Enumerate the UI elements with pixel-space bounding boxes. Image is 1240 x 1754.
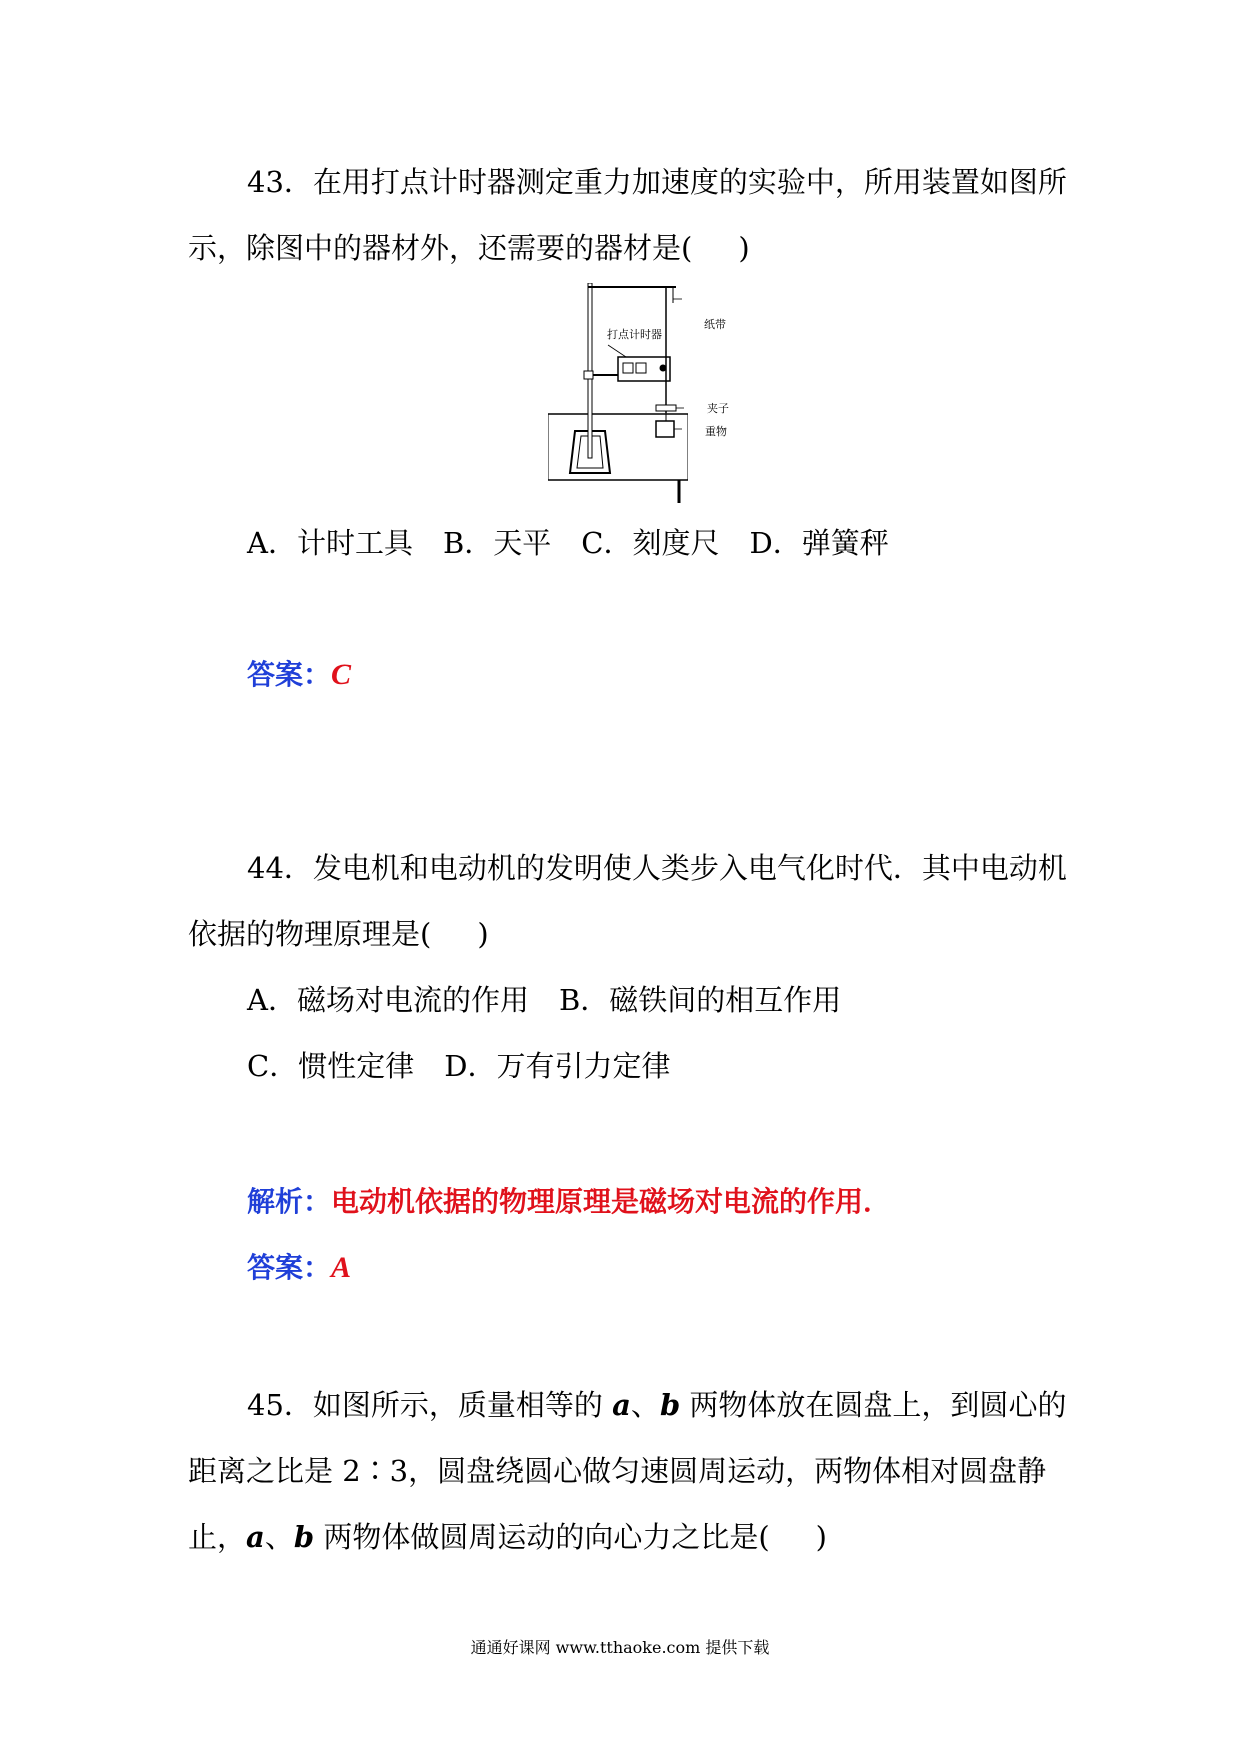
q44-line-2: [188, 914, 489, 954]
q43-line-2: [188, 228, 750, 268]
q43-option-b: B．天平: [442, 526, 552, 560]
clamp-block: [584, 371, 593, 379]
q44-options-row-2: [247, 1046, 670, 1086]
q45-line-1: [247, 1385, 1066, 1425]
var-b: b: [659, 1388, 681, 1422]
answer-value: C: [331, 658, 352, 691]
solution-text: 电动机依据的物理原理是磁场对电流的作用．: [331, 1185, 892, 1218]
separator: 、: [264, 1520, 294, 1554]
page-footer: 通通好课网 www.tthaoke.com 提供下载: [470, 1638, 770, 1657]
separator: 、: [630, 1388, 660, 1422]
q44-options-row-1: [247, 980, 841, 1020]
q43-line-2-close: ): [738, 231, 750, 265]
q44-solution: [247, 1182, 891, 1222]
q43-answer: [247, 655, 351, 695]
label-clip: 夹子: [707, 402, 729, 415]
q43-options: [247, 523, 919, 563]
answer-label: 答案：: [247, 658, 332, 691]
q45-line-3-text-a: 止，: [188, 1520, 247, 1554]
q45-line-3-close: ): [815, 1520, 827, 1554]
q45-line-1-text-a: 45．如图所示，质量相等的: [247, 1388, 613, 1422]
q44-line-2-close: ): [477, 917, 489, 951]
q44-option-c: C．惯性定律: [247, 1049, 415, 1083]
q45-line-1-text-b: 两物体放在圆盘上，到圆心的: [680, 1388, 1067, 1422]
weight: [656, 421, 674, 437]
var-a: a: [612, 1388, 631, 1422]
label-timer: 打点计时器: [607, 328, 662, 341]
clip: [656, 405, 676, 411]
q44-line-1: 44．发电机和电动机的发明使人类步入电气化时代．其中电动机: [247, 851, 1067, 885]
q43-option-a: A．计时工具: [247, 526, 413, 560]
solution-label: 解析：: [247, 1185, 332, 1218]
q45-line-3: [188, 1517, 827, 1557]
q43-line-1: 43．在用打点计时器测定重力加速度的实验中，所用装置如图所: [247, 165, 1067, 199]
timer-leader: [608, 345, 626, 357]
q43-option-c: C．刻度尺: [581, 526, 720, 560]
q44-line-2-text: 依据的物理原理是(: [188, 917, 432, 951]
var-a: a: [246, 1520, 265, 1554]
answer-value: A: [331, 1251, 352, 1284]
q45-line-2: 距离之比是 2∶3，圆盘绕圆心做匀速圆周运动，两物体相对圆盘静: [188, 1454, 1047, 1488]
experiment-apparatus-figure: [548, 283, 688, 508]
label-tape: 纸带: [704, 318, 726, 331]
q44-answer: [247, 1248, 351, 1288]
label-weight: 重物: [705, 425, 727, 438]
q44-option-d: D．万有引力定律: [444, 1049, 671, 1083]
q44-option-b: B．磁铁间的相互作用: [558, 983, 842, 1017]
q43-line-2-text: 示，除图中的器材外，还需要的器材是(: [188, 231, 693, 265]
q44-option-a: A．磁场对电流的作用: [247, 983, 529, 1017]
var-b: b: [293, 1520, 315, 1554]
answer-label: 答案：: [247, 1251, 332, 1284]
q43-option-d: D．弹簧秤: [749, 526, 889, 560]
q45-line-3-text-b: 两物体做圆周运动的向心力之比是(: [314, 1520, 770, 1554]
